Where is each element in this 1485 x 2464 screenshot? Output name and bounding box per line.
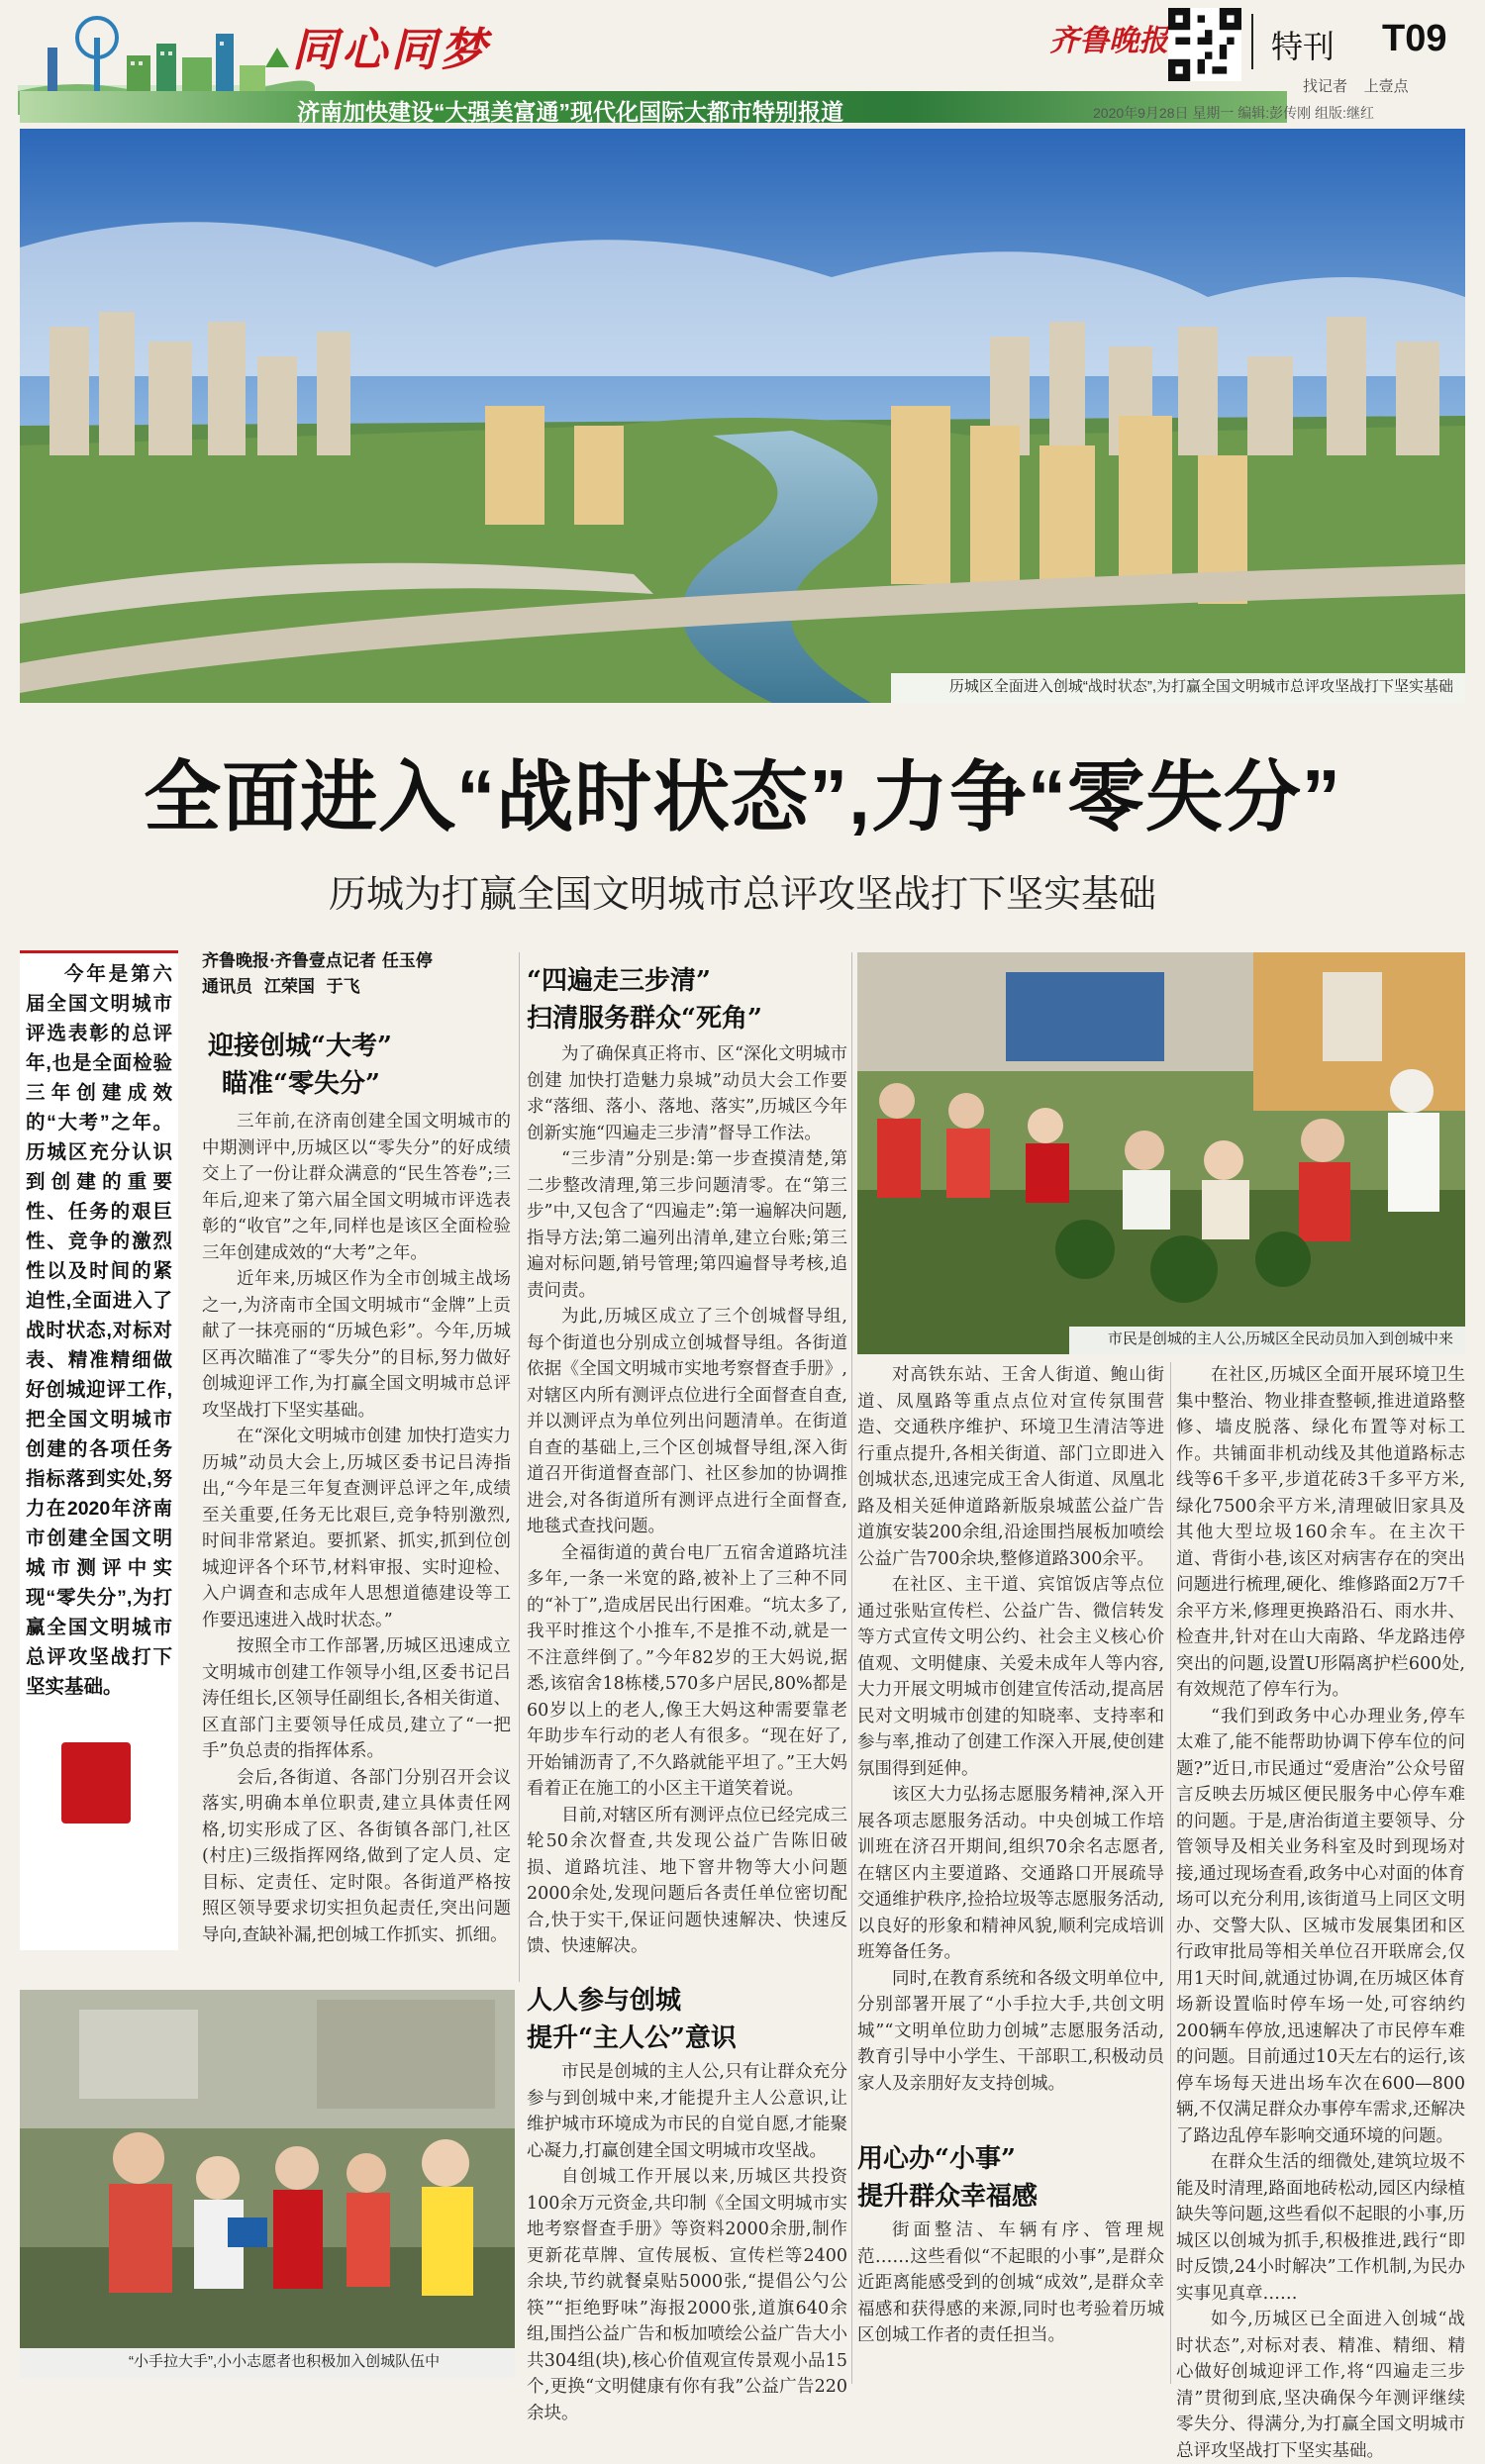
section3-body-part1: 市民是创城的主人公,只有让群众充分参与到创城中来,才能提升主人公意识,让维护城市环境成为市民的自觉自愿,才能聚心凝力,打赢创建全国文明城市攻坚战。 自创城工作开展以来,历城区共投资100余万元资金,共印制《全国文明城市实地考察督查手册》等资料2000余册,制作更新花草牌、宣传展板、宣传栏等2400余块,节约就餐桌贴5000张,“提倡公勺公筷”“拒绝野味”海报2000张,道旗640余组,围挡公益广告和板加喷绘公益广告大小共304组(块),核心价值观宣传景观小品15个,更换“文明健康有你有我”公益广告220余块。 [527, 2062, 847, 2423]
page-number: T09 [1382, 18, 1447, 59]
column-rule [519, 952, 520, 1982]
newspaper-name: 齐鲁晚报 [1049, 24, 1168, 58]
mid-photo-caption: 市民是创城的主人公,历城区全民动员加入到创城中来 [1107, 1331, 1453, 1347]
top-photo-caption: 历城区全面进入创城“战时状态”,为打赢全国文明城市总评攻坚战打下坚实基础 [948, 678, 1453, 695]
top-photo [20, 129, 1465, 703]
section2-heading: “四遍走三步清” 扫清服务群众“死角” [527, 966, 762, 1034]
section3-body-part2: 对高铁东站、王舍人街道、鲍山街道、凤凰路等重点点位对宣传氛围营造、交通秩序维护、环境卫生清洁等进行重点提升,各相关街道、部门立即进入创城状态,迅速完成王舍人街道、凤凰北路及相关延伸道路新版泉城蓝公益广告道旗安装200余组,沿途围挡展板加喷绘公益广告700余块,整修道路300余平。 在社区、主干道、宾馆饭店等点位通过张贴宣传栏、公益广告、微信转发等方式宣传文明公约、社会主义核心价值观、文明健康、关爱未成年人等内容,大力开展文明城市创建宣传活动,提高居民对文明城市创建的知晓率、支持率和参与率,推动了创建工作深入开展,使创建氛围得到延伸。 该区大力弘扬志愿服务精神,深入开展各项志愿服务活动。中央创城工作培训班在济召开期间,组织70余名志愿者,在辖区内主要道路、交通路口开展疏导交通维护秩序,捡拾垃圾等志愿服务活动,以良好的形象和精神风貌,顺利完成培训班筹备任务。 同时,在教育系统和各级文明单位中,分别部署开展了“小手拉大手,共创文明城”“文明单位助力创城”志愿服务活动,教育引导中小学生、干部职工,积极动员家人及亲朋好友支持创城。 [857, 1365, 1164, 2094]
header-divider [1251, 14, 1253, 69]
main-headline: 全面进入“战时状态”,力争“零失分” [144, 753, 1341, 840]
brand-script-title: 同心同梦 [292, 23, 490, 76]
volunteers-cleaning-photo [857, 952, 1465, 1354]
section4-body-part2: 在社区,历城区全面开展环境卫生集中整治、物业排查整顿,推进道路整修、墙皮脱落、绿化布置等对标工作。共铺面非机动线及其他道路标志线等6千多平,步道花砖3千多平方米,绿化7500余平方米,清理破旧家具及其他大型垃圾160余车。在主次干道、背街小巷,该区对病害存在的突出问题进行梳理,硬化、维修路面2万7千余平方米,修理更换路沿石、雨水井、检查井,针对在山大南路、华龙路违停突出的问题,设置U形隔离护栏600处,有效规范了停车行为。 “我们到政务中心办理业务,停车太难了,能不能帮助协调下停车位的问题?”近日,市民通过“爱唐治”公众号留言反映去历城区便民服务中心停车难的问题。于是,唐治街道主要领导、分管领导及相关业务科室及时到现场对接,通过现场查看,政务中心对面的体育场可以充分利用,该街道马上同区文明办、交警大队、区城市发展集团和区行政审批局等相关单位召开联席会,仅用1天时间,就通过协调,在历城区体育场新设置临时停车场一处,可容纳约200辆车停放,迅速解决了市民停车难的问题。目前通过10天左右的运行,该停车场每天进出场车次在600—800辆,不仅满足群众办事停车需求,还解决了路边乱停车影响交通环境的问题。 在群众生活的细微处,建筑垃圾不能及时清理,路面地砖松动,园区内绿植缺失等问题,这些看似不起眼的小事,历城区以创城为抓手,积极推进,践行“即时反馈,24小时解决”工作机制,为民办实事见真章…… 如今,历城区已全面进入创城“战时状态”,对标对表、精准、精细、精心做好创城迎评工作,将“四遍走三步清”贯彻到底,坚决确保今年测评继续零失分、得满分,为打赢全国文明城市总评攻坚战打下坚实基础。 [1176, 1365, 1465, 2461]
byline-reporter: 齐鲁晚报·齐鲁壹点记者 任玉停 [202, 951, 433, 971]
cleaning-photo-image [857, 952, 1465, 1354]
banner-title: 济南加快建设“大强美富通”现代化国际大都市特别报道 [297, 99, 843, 125]
section4-heading: 用心办“小事” 提升群众幸福感 [857, 2144, 1039, 2212]
byline-correspondent: 通讯员 江荣国 于飞 [202, 977, 360, 997]
volunteers-photo-image [20, 1990, 515, 2378]
page-header [0, 0, 1485, 129]
qr-code-icon [1168, 8, 1241, 81]
column-rule [1170, 1362, 1171, 2384]
lead-paragraph: 今年是第六届全国文明城市评选表彰的总评年,也是全面检验三年创建成效的“大考”之年。历城区充分认识到创建的重要性、任务的艰巨性、竞争的激烈性以及时间的紧迫性,全面进入了战时状态,对标对表、精准精细做好创城迎评工作,把全国文明城市创建的各项任务指标落到实处,努力在2020年济南市创建全国文明城市测评中实现“零失分”,为打赢全国文明城市总评攻坚战打下坚实基础。 [26, 963, 172, 1698]
headline-deck: 历城为打赢全国文明城市总评攻坚战打下坚实基础 [328, 874, 1156, 916]
bottom-photo-caption: “小手拉大手”,小小志愿者也积极加入创城队伍中 [129, 2353, 441, 2370]
section-label: 特刊 [1271, 29, 1336, 64]
column-rule [851, 952, 852, 2384]
section4-body-part1: 街面整洁、车辆有序、管理规范……这些看似“不起眼的小事”,是群众近距离能感受到的创城“成效”,是群众幸福感和获得感的来源,同时也考验着历城区创城工作者的责任担当。 [857, 2220, 1164, 2345]
byline [202, 948, 499, 1000]
lead-decorative-mark [61, 1742, 131, 1823]
section1-body: 三年前,在济南创建全国文明城市的中期测评中,历城区以“零失分”的好成绩交上了一份让群众满意的“民生答卷”;三年后,迎来了第六届全国文明城市评选表彰的“收官”之年,同样也是该区全面检验三年创建成效的“大考”之年。 近年来,历城区作为全市创城主战场之一,为济南市全国文明城市“金牌”上贡献了一抹亮丽的“历城色彩”。今年,历城区再次瞄准了“零失分”的目标,努力做好创城迎评工作,为打赢全国文明城市总评攻坚战打下坚实基础。 在“深化文明城市创建 加快打造实力历城”动员大会上,历城区委书记吕涛指出,“今年是三年复查测评总评之年,成绩至关重要,任务无比艰巨,竞争特别激烈,时间非常紧迫。要抓紧、抓实,抓到位创城迎评各个环节,材料审报、实时迎检、入户调查和志成年人思想道德建设等工作要迅速进入战时状态。” 按照全市工作部署,历城区迅速成立文明城市创建工作领导小组,区委书记吕涛任组长,区领导任副组长,各相关街道、区直部门主要领导任成员,建立了“一把手”负总责的指挥体系。 会后,各街道、各部门分别召开会议落实,明确本单位职责,建立具体责任网格,切实形成了区、各街镇各部门,社区(村庄)三级指挥网络,做到了定人员、定目标、定责任、定时限。各街道严格按照区领导要求切实担负起责任,突出问题导向,查缺补漏,把创城工作抓实、抓细。 [202, 1112, 512, 1945]
section2-body: 为了确保真正将市、区“深化文明城市创建 加快打造魅力泉城”动员大会工作要求“落细、落小、落地、落实”,历城区今年创新实施“四遍走三步清”督导工作法。 “三步清”分别是:第一步查摸清楚,第二步整改清理,第三步问题清零。在“第三步”中,又包含了“四遍走”:第一遍解决问题,指导方法;第二遍列出清单,建立台账;第三遍对标问题,销号管理;第四遍督导考核,追责问责。 为此,历城区成立了三个创城督导组,每个街道也分别成立创城督导组。各街道依据《全国文明城市实地考察督查手册》,对辖区内所有测评点位进行全面督查自查,并以测评点为单位列出问题清单。在街道自查的基础上,三个区创城督导组,深入街道召开街道督查部门、社区参加的协调推进会,对各街道所有测评点进行全面督查,地毯式查找问题。 全福街道的黄台电厂五宿舍道路坑洼多年,一条一米宽的路,被补上了三种不同的“补丁”,造成居民出行困难。“坑太多了,我平时推这个小推车,不是推不动,就是一不注意绊倒了。”今年82岁的王大妈说,据悉,该宿舍18栋楼,570多户居民,80%都是60岁以上的老人,像王大妈这种需要靠老年助步车行动的老人有很多。“现在好了,开始铺沥青了,不久路就能平坦了。”王大妈看着正在施工的小区主干道笑着说。 目前,对辖区所有测评点位已经完成三轮50余次督查,共发现公益广告陈旧破损、道路坑洼、地下窨井物等大小问题2000余处,发现问题后各责任单位密切配合,快于实干,保证问题快速解决、快速反馈、快速解决。 [527, 1044, 847, 1956]
section3-heading: 人人参与创城 提升“主人公”意识 [527, 1986, 737, 2053]
children-volunteers-photo [20, 1990, 515, 2378]
city-aerial-photo [20, 129, 1465, 703]
date-line: 2020年9月28日 星期一 编辑:彭传刚 组版:继红 [1093, 105, 1374, 121]
section1-heading: 迎接创城“大考” 瞄准“零失分” [208, 1032, 392, 1099]
staff-line: 找记者 上壹点 [1303, 78, 1409, 95]
